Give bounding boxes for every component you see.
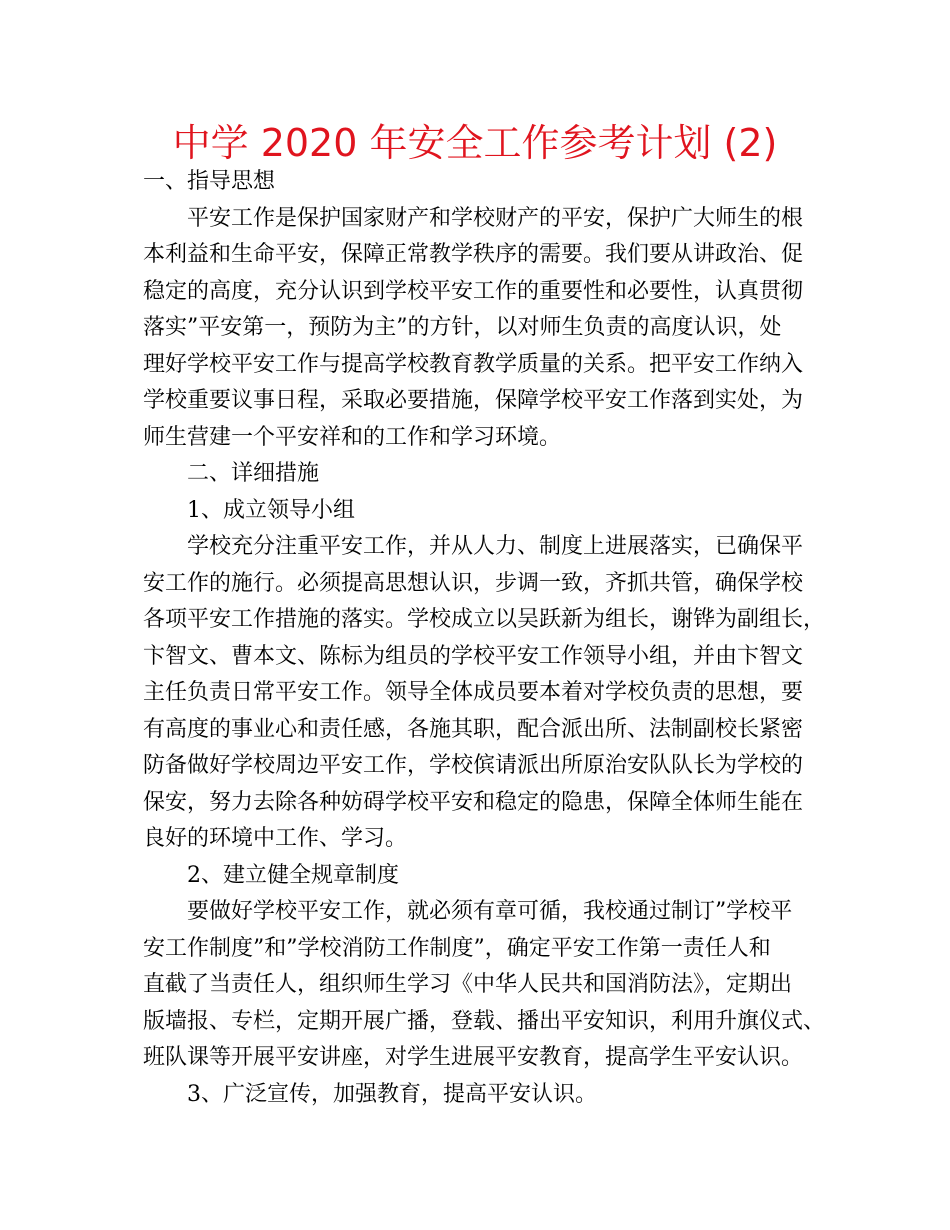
- body-line: 安工作制度”和”学校消防工作制度”，确定平安工作第一责任人和: [143, 935, 771, 961]
- body-line: 2、建立健全规章制度: [187, 862, 399, 888]
- body-line: 直截了当责任人，组织师生学习《中华人民共和国消防法》，定期出: [143, 972, 793, 997]
- body-line: 本利益和生命平安，保障正常教学秩序的需要。我们要从讲政治、促: [143, 242, 804, 267]
- body-line: 良好的环境中工作、学习。: [143, 826, 408, 851]
- body-line: 班队课等开展平安讲座，对学生进展平安教育，提高学生平安认识。: [143, 1045, 804, 1070]
- body-line: 保安，努力去除各种妨碍学校平安和稳定的隐患，保障全体师生能在: [143, 789, 804, 815]
- body-line: 卞智文、曹本文、陈标为组员的学校平安工作领导小组，并由卞智文: [143, 643, 804, 669]
- document-body: [143, 164, 826, 1113]
- body-line: 各项平安工作措施的落实。学校成立以吴跃新为组长，谢铧为副组长，: [143, 607, 826, 632]
- body-line: 1、成立领导小组: [187, 497, 355, 523]
- body-line: 稳定的高度，充分认识到学校平安工作的重要性和必要性，认真贯彻: [143, 278, 804, 304]
- body-line: 理好学校平安工作与提高学校教育教学质量的关系。把平安工作纳入: [143, 351, 804, 377]
- body-line: 师生营建一个平安祥和的工作和学习环境。: [143, 424, 562, 450]
- body-line: 3、广泛宣传，加强教育，提高平安认识。: [187, 1081, 597, 1107]
- body-line: 版墙报、专栏，定期开展广播，登载、播出平安知识，利用升旗仪式、: [143, 1008, 826, 1034]
- body-line: 一、指导思想: [143, 169, 276, 194]
- body-line: 二、详细措施: [187, 461, 320, 486]
- body-line: 安工作的施行。必须提高思想认识，步调一致，齐抓共管，确保学校: [143, 570, 804, 596]
- body-line: 平安工作是保护国家财产和学校财产的平安，保护广大师生的根: [187, 205, 804, 231]
- body-line: 主任负责日常平安工作。领导全体成员要本着对学校负责的思想，要: [143, 680, 804, 705]
- body-line: 学校重要议事日程，采取必要措施，保障学校平安工作落到实处，为: [143, 388, 804, 413]
- body-line: 防备做好学校周边平安工作，学校傧请派出所原治安队队长为学校的: [143, 753, 804, 778]
- body-line: 落实”平安第一，预防为主”的方针，以对师生负责的高度认识，处: [143, 315, 782, 340]
- body-line: 学校充分注重平安工作，并从人力、制度上进展落实，已确保平: [187, 534, 804, 559]
- body-line: 要做好学校平安工作，就必须有章可循，我校通过制订”学校平: [187, 899, 793, 924]
- document-title: 中学 2020 年安全工作参考计划 (2): [172, 121, 778, 165]
- body-line: 有高度的事业心和责任感，各施其职，配合派出所、法制副校长紧密: [143, 716, 804, 742]
